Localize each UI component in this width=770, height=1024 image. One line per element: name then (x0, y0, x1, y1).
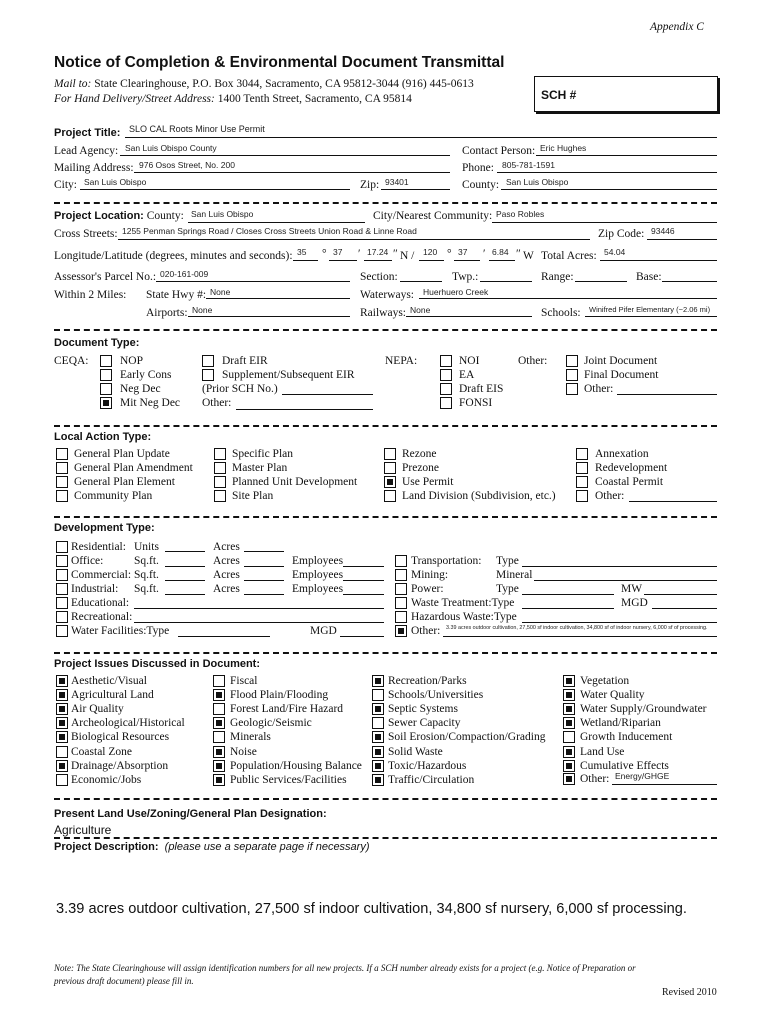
issue-option-label: Toxic/Hazardous (388, 759, 467, 772)
residential-checkbox[interactable] (56, 541, 68, 553)
office-acres-label: Acres (213, 555, 240, 567)
hazardous-waste-label: Hazardous Waste:Type (411, 611, 517, 623)
present-land-use-value[interactable]: Agriculture (54, 823, 112, 837)
issue-option-checkbox[interactable] (372, 703, 384, 715)
nepa-option-label: FONSI (459, 397, 493, 409)
issue-option-label: Septic Systems (388, 703, 458, 716)
apn-value[interactable]: 020-161-009 (160, 269, 209, 279)
footer-note-2: previous draft document) please fill in. (54, 976, 194, 986)
railways-value[interactable]: None (410, 305, 431, 315)
section-label: Section: (360, 271, 398, 283)
commercial-acres-label: Acres (213, 569, 240, 581)
lon-deg[interactable]: 120 (423, 247, 438, 257)
local-action-option-checkbox[interactable] (384, 448, 396, 460)
project-title-label: Project Title: (54, 127, 121, 139)
other-doc-option-label: Joint Document (584, 355, 658, 367)
prior-sch-label: (Prior SCH No.) (202, 383, 278, 395)
industrial-sqft-label: Sq.ft. (134, 583, 159, 595)
nepa-option-checkbox[interactable] (440, 369, 452, 381)
issue-option-label: Soil Erosion/Compaction/Grading (388, 731, 546, 744)
local-action-option-checkbox[interactable] (576, 462, 588, 474)
waste-treatment-checkbox[interactable] (395, 597, 407, 609)
lat-min[interactable]: 37 (333, 247, 343, 257)
waterways-value[interactable]: Huerhuero Creek (423, 287, 489, 297)
phone-value[interactable]: 805-781-1591 (502, 160, 555, 170)
transportation-type-label: Type (496, 555, 519, 567)
mailing-value[interactable]: 976 Osos Street, No. 200 (139, 160, 235, 170)
office-sqft-label: Sq.ft. (134, 555, 159, 567)
hwy-label: State Hwy #: (146, 289, 207, 301)
local-action-option-label: Prezone (402, 462, 440, 474)
industrial-employees-label: Employees (292, 583, 344, 595)
local-action-option-label: General Plan Amendment (74, 462, 193, 474)
lat-deg-sym: ° (322, 248, 327, 260)
waste-treatment-label: Waste Treatment:Type (411, 597, 515, 609)
dev-other-checkbox[interactable] (395, 625, 407, 637)
local-action-other-checkbox[interactable] (576, 490, 588, 502)
issue-option-label: Forest Land/Fire Hazard (230, 703, 344, 716)
ceqa-option-checkbox[interactable] (100, 355, 112, 367)
residential-label: Residential: (71, 541, 126, 553)
transportation-label: Transportation: (411, 555, 482, 567)
issue-option-checkbox[interactable] (213, 675, 225, 687)
issue-option-checkbox[interactable] (372, 774, 384, 786)
project-title-value[interactable]: SLO CAL Roots Minor Use Permit (129, 124, 265, 134)
issues-heading: Project Issues Discussed in Document: (54, 658, 261, 670)
local-action-option-checkbox[interactable] (384, 462, 396, 474)
revised-label: Revised 2010 (662, 987, 717, 998)
issue-option-checkbox[interactable] (563, 689, 575, 701)
other-doc-option-label: Final Document (584, 369, 659, 381)
local-action-option-checkbox[interactable] (384, 476, 396, 488)
local-action-option-label: Rezone (402, 448, 437, 460)
hwy-value[interactable]: None (210, 287, 231, 297)
educational-label: Educational: (71, 597, 130, 609)
other-doc-option-checkbox[interactable] (566, 355, 578, 367)
issue-option-checkbox[interactable] (213, 774, 225, 786)
present-land-use-heading: Present Land Use/Zoning/General Plan Designation: (54, 808, 327, 820)
doc-type-heading: Document Type: (54, 337, 140, 349)
zipcode-label: Zip Code: (598, 228, 645, 240)
hand-line (54, 94, 412, 106)
issue-option-label: Coastal Zone (71, 745, 132, 758)
lon-min[interactable]: 37 (458, 247, 468, 257)
eir-option-checkbox[interactable] (202, 369, 214, 381)
issue-option-label: Public Services/Facilities (230, 773, 347, 786)
mining-checkbox[interactable] (395, 569, 407, 581)
power-label: Power: (411, 583, 444, 595)
local-action-option-label: Master Plan (232, 462, 288, 474)
commercial-employees-label: Employees (292, 569, 344, 581)
commercial-label: Commercial: (71, 569, 132, 581)
local-action-option-label: Redevelopment (595, 462, 668, 474)
issue-option-label: Growth Inducement (580, 731, 673, 744)
issue-option-label: Biological Resources (71, 731, 170, 744)
issue-option-label: Vegetation (580, 675, 630, 687)
issue-option-label: Economic/Jobs (71, 773, 142, 786)
lon-sec-sym: ″ (516, 248, 521, 260)
educational-checkbox[interactable] (56, 597, 68, 609)
industrial-label: Industrial: (71, 583, 119, 595)
ceqa-option-label: NOP (120, 355, 144, 367)
issue-option-checkbox[interactable] (372, 731, 384, 743)
eir-option-checkbox[interactable] (202, 355, 214, 367)
issue-option-label: Drainage/Absorption (71, 759, 169, 772)
w-label: W (523, 250, 534, 262)
issue-option-checkbox[interactable] (56, 774, 68, 786)
n-label: N / (400, 250, 415, 262)
ceqa-option-checkbox[interactable] (100, 369, 112, 381)
issue-option-checkbox[interactable] (56, 675, 68, 687)
location-line (54, 211, 184, 223)
phone-label: Phone: (462, 162, 494, 174)
issue-option-label: Flood Plain/Flooding (230, 689, 329, 702)
issue-option-label: Wetland/Riparian (580, 717, 661, 730)
issue-option-checkbox[interactable] (372, 717, 384, 729)
county-value[interactable]: San Luis Obispo (506, 177, 569, 187)
power-checkbox[interactable] (395, 583, 407, 595)
acres-value[interactable]: 54.04 (604, 247, 626, 257)
issue-option-label: Water Quality (580, 689, 645, 702)
local-action-option-checkbox[interactable] (576, 448, 588, 460)
lead-agency-label: Lead Agency: (54, 145, 119, 157)
power-type-label: Type (496, 583, 519, 595)
doc-other-checkbox[interactable] (566, 383, 578, 395)
nepa-option-label: Draft EIS (459, 383, 504, 395)
hand-text: 1400 Tenth Street, Sacramento, CA 95814 (217, 93, 412, 105)
nepa-option-checkbox[interactable] (440, 355, 452, 367)
local-action-option-checkbox[interactable] (384, 490, 396, 502)
description-heading: Project Description: (54, 841, 159, 853)
local-action-option-label: Annexation (595, 448, 649, 460)
location-heading: Project Location: (54, 210, 144, 222)
issue-option-label: Noise (230, 745, 257, 758)
description-line (54, 842, 370, 853)
railways-label: Railways: (360, 307, 406, 319)
issues-other-label: Other: (580, 773, 610, 785)
ceqa-option-label: Early Cons (120, 369, 172, 381)
issue-option-checkbox[interactable] (563, 731, 575, 743)
issue-option-label: Schools/Universities (388, 689, 484, 702)
issues-other-value[interactable]: Energy/GHGE (615, 771, 670, 781)
mail-text: State Clearinghouse, P.O. Box 3044, Sacramento, CA 95812-3044 (916) 445-0613 (94, 78, 474, 90)
transportation-checkbox[interactable] (395, 555, 407, 567)
lat-min-sym: ′ (358, 248, 361, 260)
description-value[interactable]: 3.39 acres outdoor cultivation, 27,500 sf indoor cultivation, 34,800 sf nursery, 6,000 sf processing. (56, 901, 687, 917)
issue-option-label: Population/Housing Balance (230, 759, 362, 772)
local-action-option-checkbox[interactable] (56, 462, 68, 474)
community-value[interactable]: Paso Robles (496, 209, 545, 219)
local-action-option-checkbox[interactable] (56, 448, 68, 460)
recreational-label: Recreational: (71, 611, 133, 623)
local-action-option-checkbox[interactable] (214, 462, 226, 474)
issue-option-label: Archeological/Historical (71, 717, 185, 730)
page-title: Notice of Completion & Environmental Document Transmittal (54, 54, 505, 71)
schools-value[interactable]: Winifred Pifer Elementary (~2.06 mi) (589, 305, 711, 314)
issue-option-checkbox[interactable] (213, 746, 225, 758)
community-label: City/Nearest Community: (373, 210, 493, 222)
issue-option-checkbox[interactable] (213, 731, 225, 743)
appendix-label: Appendix C (650, 21, 704, 33)
local-action-option-label: Use Permit (402, 476, 454, 488)
city-value[interactable]: San Luis Obispo (84, 177, 147, 187)
footer-note: Note: The State Clearinghouse will assign identification numbers for all new projects. If a SCH number already exists for a project (e.g. Notice of Preparation or (54, 963, 636, 973)
within-label: Within 2 Miles: (54, 289, 127, 301)
local-action-option-checkbox[interactable] (56, 490, 68, 502)
ceqa-option-checkbox[interactable] (100, 383, 112, 395)
local-action-option-label: Specific Plan (232, 448, 293, 460)
local-action-heading: Local Action Type: (54, 431, 152, 443)
issue-option-checkbox[interactable] (213, 760, 225, 772)
local-action-option-label: Planned Unit Development (232, 476, 358, 488)
nepa-option-label: NOI (459, 355, 480, 367)
acres-label: Total Acres: (541, 250, 597, 262)
apn-label: Assessor's Parcel No.: (54, 271, 157, 283)
doc-other-col-label: Other: (518, 355, 548, 367)
hand-prefix: For Hand Delivery/Street Address: (54, 93, 215, 105)
issue-option-checkbox[interactable] (56, 717, 68, 729)
lon-min-sym: ′ (483, 248, 486, 260)
sch-box[interactable] (534, 76, 718, 112)
issues-other-checkbox[interactable] (563, 773, 575, 785)
issue-option-label: Water Supply/Groundwater (580, 703, 707, 716)
office-checkbox[interactable] (56, 555, 68, 567)
issue-option-label: Solid Waste (388, 745, 443, 758)
issue-option-label: Sewer Capacity (388, 717, 461, 730)
issue-option-checkbox[interactable] (372, 760, 384, 772)
lead-agency-value[interactable]: San Luis Obispo County (125, 143, 217, 153)
res-acres-label: Acres (213, 541, 240, 553)
issue-option-checkbox[interactable] (372, 689, 384, 701)
issue-option-checkbox[interactable] (56, 746, 68, 758)
local-action-option-label: Community Plan (74, 490, 153, 502)
issue-option-label: Traffic/Circulation (388, 773, 475, 786)
local-action-option-checkbox[interactable] (56, 476, 68, 488)
doc-other-label: Other: (202, 397, 232, 409)
issue-option-label: Aesthetic/Visual (71, 675, 147, 687)
location-county-value[interactable]: San Luis Obispo (191, 209, 254, 219)
local-action-option-checkbox[interactable] (214, 476, 226, 488)
nepa-option-checkbox[interactable] (440, 397, 452, 409)
city-label: City: (54, 179, 78, 191)
mineral-label: Mineral (496, 569, 533, 581)
other-doc-option-checkbox[interactable] (566, 369, 578, 381)
nepa-option-checkbox[interactable] (440, 383, 452, 395)
industrial-acres-label: Acres (213, 583, 240, 595)
zip-value[interactable]: 93401 (385, 177, 409, 187)
issue-option-checkbox[interactable] (56, 731, 68, 743)
local-action-other-label: Other: (595, 490, 625, 502)
water-checkbox[interactable] (56, 625, 68, 637)
local-action-option-label: Coastal Permit (595, 476, 664, 488)
local-action-option-label: Site Plan (232, 490, 274, 502)
office-label: Office: (71, 555, 104, 567)
mining-label: Mining: (411, 569, 449, 581)
water-mgd-label: MGD (310, 625, 337, 637)
mw-label: MW (621, 583, 643, 595)
eir-option-label: Supplement/Subsequent EIR (222, 369, 355, 381)
lat-sec-sym: ″ (393, 248, 398, 260)
issue-option-checkbox[interactable] (213, 703, 225, 715)
zip-label: Zip: (360, 179, 380, 191)
issue-option-label: Land Use (580, 745, 625, 758)
airports-value[interactable]: None (192, 305, 213, 315)
waste-mgd-label: MGD (621, 597, 648, 609)
issue-option-checkbox[interactable] (372, 675, 384, 687)
industrial-checkbox[interactable] (56, 583, 68, 595)
commercial-checkbox[interactable] (56, 569, 68, 581)
local-action-option-checkbox[interactable] (576, 476, 588, 488)
location-county-label: County: (146, 210, 184, 222)
longlat-label: Longitude/Latitude (degrees, minutes and seconds): (54, 250, 293, 262)
range-label: Range: (541, 271, 574, 283)
cross-streets-label: Cross Streets: (54, 228, 118, 240)
local-action-option-label: Land Division (Subdivision, etc.) (402, 490, 556, 502)
schools-label: Schools: (541, 307, 581, 319)
office-employees-label: Employees (292, 555, 344, 567)
recreational-checkbox[interactable] (56, 611, 68, 623)
issue-option-checkbox[interactable] (56, 703, 68, 715)
issue-option-checkbox[interactable] (563, 703, 575, 715)
mail-line (54, 79, 474, 91)
lon-sec[interactable]: 6.84 (492, 247, 509, 257)
issue-option-checkbox[interactable] (372, 746, 384, 758)
issue-option-checkbox[interactable] (213, 689, 225, 701)
water-facilities-label: Water Facilities:Type (71, 625, 170, 637)
lat-deg[interactable]: 35 (297, 247, 307, 257)
base-label: Base: (636, 271, 662, 283)
nepa-label: NEPA: (385, 355, 418, 367)
issue-option-checkbox[interactable] (56, 760, 68, 772)
waterways-label: Waterways: (360, 289, 414, 301)
issue-option-checkbox[interactable] (563, 675, 575, 687)
issue-option-label: Minerals (230, 731, 271, 744)
mailing-label: Mailing Address: (54, 162, 134, 174)
county-label: County: (462, 179, 500, 191)
commercial-sqft-label: Sq.ft. (134, 569, 159, 581)
issue-option-label: Geologic/Seismic (230, 717, 312, 730)
cross-streets-value[interactable]: 1255 Penman Springs Road / Closes Cross Streets Union Road & Linne Road (122, 226, 417, 236)
ceqa-label: CEQA: (54, 355, 89, 367)
lon-deg-sym: ° (447, 248, 452, 260)
issue-option-checkbox[interactable] (563, 746, 575, 758)
issue-option-label: Agricultural Land (71, 689, 154, 702)
zipcode-value[interactable]: 93446 (651, 226, 675, 236)
sch-label: SCH # (541, 88, 577, 102)
ceqa-option-label: Neg Dec (120, 383, 161, 395)
issue-option-checkbox[interactable] (213, 717, 225, 729)
dev-type-heading: Development Type: (54, 522, 155, 534)
hazardous-waste-checkbox[interactable] (395, 611, 407, 623)
issue-option-checkbox[interactable] (563, 760, 575, 772)
contact-value[interactable]: Eric Hughes (540, 143, 587, 153)
contact-label: Contact Person: (462, 145, 536, 157)
mail-prefix: Mail to: (54, 78, 92, 90)
units-label: Units (134, 541, 159, 553)
eir-option-label: Draft EIR (222, 355, 268, 367)
local-action-option-checkbox[interactable] (214, 448, 226, 460)
issue-option-label: Recreation/Parks (388, 675, 467, 687)
airports-label: Airports: (146, 307, 188, 319)
twp-label: Twp.: (452, 271, 479, 283)
issue-option-label: Air Quality (71, 703, 124, 716)
local-action-option-label: General Plan Element (74, 476, 175, 488)
issue-option-label: Fiscal (230, 675, 258, 687)
ceqa-option-checkbox[interactable] (100, 397, 112, 409)
local-action-option-label: General Plan Update (74, 448, 170, 460)
dev-other-value[interactable]: 3.39 acres outdoor cultivation, 27,500 sf indoor cultivation, 34,800 sf of indoor nursery, 6,000 sf of processing. (446, 625, 708, 631)
ceqa-option-label: Mit Neg Dec (120, 397, 181, 409)
issue-option-label: Cumulative Effects (580, 759, 669, 772)
description-note: (please use a separate page if necessary) (164, 841, 370, 853)
lat-sec[interactable]: 17.24 (367, 247, 389, 257)
doc-other3-label: Other: (584, 383, 614, 395)
nepa-option-label: EA (459, 369, 475, 381)
local-action-option-checkbox[interactable] (214, 490, 226, 502)
dev-other-label: Other: (411, 625, 441, 637)
issue-option-checkbox[interactable] (56, 689, 68, 701)
issue-option-checkbox[interactable] (563, 717, 575, 729)
